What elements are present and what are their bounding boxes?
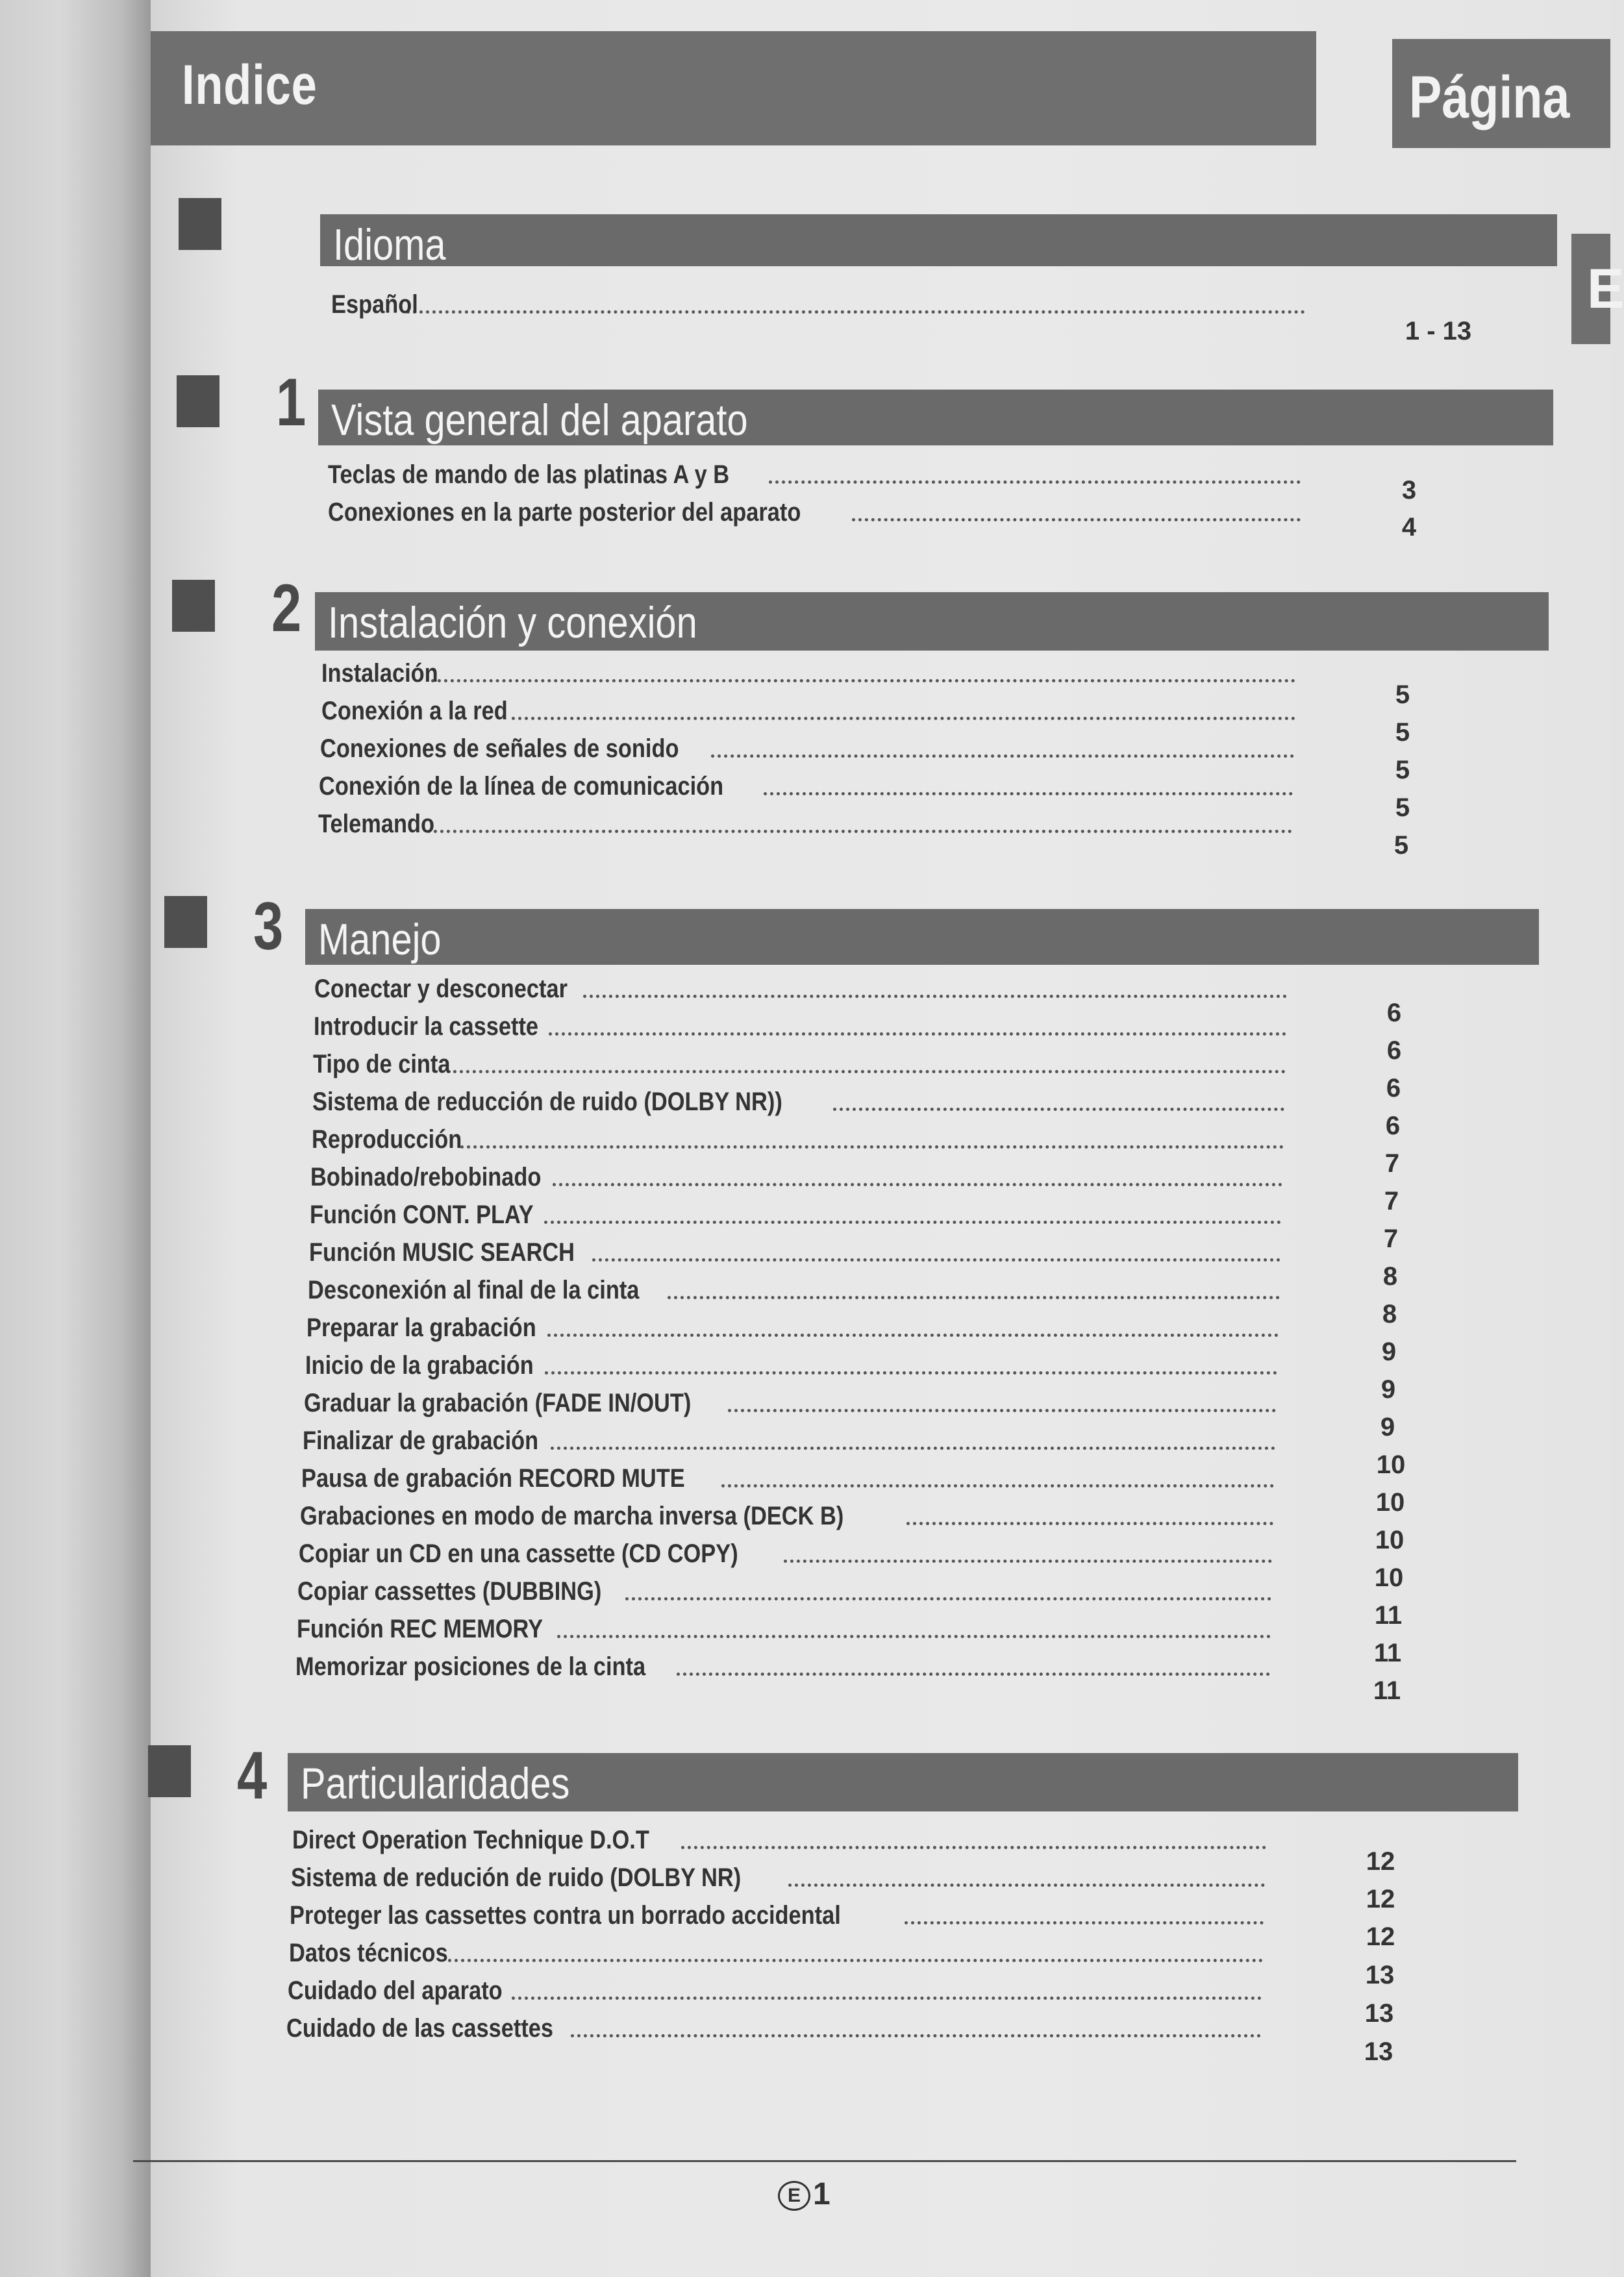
toc-entry-text: Telemando bbox=[318, 810, 435, 838]
toc-page-number: 6 bbox=[1386, 1036, 1402, 1065]
dot-leader bbox=[833, 1108, 1284, 1111]
toc-entry[interactable] bbox=[331, 286, 1305, 319]
dot-leader bbox=[852, 518, 1301, 521]
section-title: Manejo bbox=[318, 915, 442, 964]
toc-entry-text: Proteger las cassettes contra un borrado accidental bbox=[290, 1901, 841, 1930]
dot-leader bbox=[427, 830, 1292, 833]
toc-entry-text: Bobinado/rebobinado bbox=[310, 1163, 542, 1191]
binding-spine bbox=[0, 0, 151, 2277]
section-title: Idioma bbox=[333, 220, 446, 269]
toc-page-number: 7 bbox=[1384, 1187, 1399, 1215]
language-tab bbox=[1571, 234, 1624, 344]
toc-page-number: 10 bbox=[1374, 1563, 1404, 1592]
toc-entry-text: Reproducción bbox=[312, 1125, 462, 1154]
dot-leader bbox=[905, 1921, 1264, 1924]
section-number: 3 bbox=[253, 889, 284, 964]
footer-rule bbox=[133, 2160, 1516, 2162]
toc-page-number: 10 bbox=[1375, 1488, 1405, 1517]
dot-leader bbox=[681, 1846, 1266, 1849]
toc-entry[interactable] bbox=[297, 1573, 1271, 1606]
toc-page-number: 11 bbox=[1373, 1676, 1401, 1705]
toc-page-number: 12 bbox=[1366, 1922, 1395, 1951]
dot-leader bbox=[547, 1334, 1279, 1337]
toc-entry[interactable] bbox=[312, 1083, 1284, 1117]
toc-page-number: 6 bbox=[1386, 1074, 1401, 1102]
toc-entry-text: Función REC MEMORY bbox=[297, 1615, 543, 1643]
dot-leader bbox=[460, 1145, 1284, 1149]
toc-entry-text: Copiar un CD en una cassette (CD COPY) bbox=[299, 1539, 738, 1568]
section-title-bar bbox=[288, 1753, 1518, 1811]
toc-page-number: 13 bbox=[1364, 1999, 1394, 2028]
toc-entry[interactable] bbox=[297, 1610, 1271, 1644]
toc-page-number: 6 bbox=[1385, 1112, 1401, 1140]
toc-entry-text: Función CONT. PLAY bbox=[310, 1201, 534, 1229]
toc-page-number: 11 bbox=[1373, 1639, 1402, 1667]
section-marker-square bbox=[179, 198, 221, 250]
toc-entry-text: Conectar y desconectar bbox=[314, 975, 568, 1003]
toc-entry-text: Español bbox=[331, 290, 418, 319]
toc-entry[interactable] bbox=[310, 1196, 1281, 1230]
toc-entry-text: Cuidado del aparato bbox=[288, 1976, 503, 2005]
toc-entry[interactable] bbox=[290, 1897, 1264, 1930]
dot-leader bbox=[668, 1296, 1280, 1299]
toc-entry[interactable] bbox=[310, 1158, 1282, 1192]
section-number: 1 bbox=[276, 365, 306, 440]
toc-page-number: 11 bbox=[1374, 1601, 1403, 1630]
toc-page-number: 8 bbox=[1382, 1300, 1397, 1328]
toc-entry[interactable] bbox=[312, 1121, 1284, 1154]
section-number: 4 bbox=[237, 1738, 268, 1813]
page-column-label: Página bbox=[1409, 64, 1570, 131]
toc-page-number: 9 bbox=[1380, 1375, 1396, 1404]
toc-entry[interactable] bbox=[295, 1648, 1270, 1682]
toc-page-number: 7 bbox=[1384, 1149, 1400, 1178]
toc-page-number: 12 bbox=[1366, 1885, 1395, 1913]
page-column-header bbox=[1392, 39, 1610, 148]
toc-entry[interactable] bbox=[303, 1422, 1275, 1456]
dot-leader bbox=[544, 1221, 1281, 1224]
toc-entry[interactable] bbox=[300, 1497, 1273, 1531]
section-number: 2 bbox=[271, 571, 302, 646]
toc-entry-text: Memorizar posiciones de la cinta bbox=[295, 1652, 646, 1681]
dot-leader bbox=[512, 1997, 1262, 2000]
dot-leader bbox=[721, 1484, 1274, 1487]
toc-entry[interactable] bbox=[305, 1347, 1277, 1380]
dot-leader bbox=[431, 679, 1295, 682]
toc-entry[interactable] bbox=[321, 692, 1295, 726]
index-header-bar bbox=[151, 31, 1316, 145]
toc-entry[interactable] bbox=[314, 1008, 1286, 1041]
toc-entry-text: Instalación bbox=[321, 659, 438, 688]
toc-entry[interactable] bbox=[301, 1460, 1274, 1493]
toc-page-number: 10 bbox=[1376, 1450, 1406, 1479]
toc-entry-text: Datos técnicos bbox=[289, 1939, 448, 1967]
toc-entry[interactable] bbox=[314, 970, 1287, 1004]
toc-entry-text: Graduar la grabación (FADE IN/OUT) bbox=[304, 1389, 692, 1417]
section-title-bar bbox=[315, 592, 1549, 651]
toc-entry[interactable] bbox=[286, 2009, 1261, 2043]
dot-leader bbox=[677, 1673, 1270, 1676]
dot-leader bbox=[906, 1522, 1273, 1525]
dot-leader bbox=[512, 717, 1295, 720]
language-tab-letter: E bbox=[1587, 258, 1624, 320]
dot-leader bbox=[728, 1409, 1276, 1412]
toc-entry-text: Conexiones de señales de sonido bbox=[320, 734, 679, 763]
toc-page-number: 4 bbox=[1401, 513, 1417, 541]
toc-entry-text: Pausa de grabación RECORD MUTE bbox=[301, 1464, 685, 1493]
toc-page-number: 9 bbox=[1380, 1413, 1395, 1441]
toc-entry[interactable] bbox=[291, 1859, 1265, 1893]
toc-entry[interactable] bbox=[299, 1535, 1272, 1569]
toc-entry[interactable] bbox=[306, 1309, 1279, 1343]
dot-leader bbox=[571, 2034, 1261, 2037]
toc-page-number: 3 bbox=[1401, 476, 1417, 504]
section-title: Particularidades bbox=[301, 1759, 570, 1808]
section-marker-square bbox=[172, 580, 215, 632]
dot-leader bbox=[406, 310, 1305, 314]
toc-entry[interactable] bbox=[319, 767, 1293, 801]
toc-entry-text: Conexión de la línea de comunicación bbox=[319, 772, 724, 801]
dot-leader bbox=[583, 995, 1287, 998]
toc-page-number: 9 bbox=[1381, 1338, 1397, 1366]
toc-page-number: 10 bbox=[1375, 1526, 1405, 1554]
toc-entry[interactable] bbox=[304, 1384, 1276, 1418]
dot-leader bbox=[769, 480, 1301, 484]
toc-entry-text: Desconexión al final de la cinta bbox=[308, 1276, 640, 1304]
toc-entry[interactable] bbox=[328, 456, 1301, 490]
toc-entry[interactable] bbox=[318, 805, 1292, 839]
index-title: Indice bbox=[182, 54, 318, 116]
toc-entry-text: Tipo de cinta bbox=[313, 1050, 451, 1078]
toc-page-number: 5 bbox=[1395, 718, 1410, 747]
section-marker-square bbox=[164, 896, 207, 948]
dot-leader bbox=[711, 754, 1294, 758]
toc-entry-text: Función MUSIC SEARCH bbox=[309, 1238, 575, 1267]
footer-page-number: 1 bbox=[813, 2177, 831, 2211]
section-marker-square bbox=[148, 1745, 191, 1797]
toc-entry-text: Finalizar de grabación bbox=[303, 1426, 539, 1455]
toc-entry-text: Sistema de reducción de ruido (DOLBY NR)) bbox=[312, 1088, 782, 1116]
section-title: Instalación y conexión bbox=[328, 598, 697, 647]
dot-leader bbox=[592, 1258, 1280, 1262]
toc-page-number: 12 bbox=[1366, 1847, 1395, 1876]
toc-entry-text: Copiar cassettes (DUBBING) bbox=[297, 1577, 602, 1606]
section-title: Vista general del aparato bbox=[331, 395, 748, 445]
section-title-bar bbox=[320, 214, 1557, 269]
toc-entry[interactable] bbox=[289, 1934, 1263, 1968]
toc-page-number: 6 bbox=[1386, 999, 1402, 1027]
toc-entry-text: Preparar la grabación bbox=[306, 1313, 536, 1342]
toc-page-number: 7 bbox=[1383, 1225, 1399, 1253]
toc-page-number: 13 bbox=[1365, 1961, 1395, 1989]
toc-entry[interactable] bbox=[308, 1271, 1280, 1305]
toc-page-number: 5 bbox=[1395, 756, 1410, 784]
toc-entry[interactable] bbox=[313, 1045, 1286, 1079]
dot-leader bbox=[447, 1070, 1286, 1073]
toc-entry[interactable] bbox=[321, 654, 1295, 688]
dot-leader bbox=[448, 1959, 1263, 1962]
toc-entry[interactable] bbox=[288, 1972, 1262, 2006]
dot-leader bbox=[625, 1597, 1271, 1600]
toc-page-number: 5 bbox=[1393, 831, 1409, 860]
circled-letter: E bbox=[778, 2181, 810, 2211]
dot-leader bbox=[549, 1032, 1286, 1036]
toc-entry-text: Direct Operation Technique D.O.T bbox=[292, 1826, 649, 1854]
dot-leader bbox=[764, 792, 1293, 795]
toc-entry[interactable] bbox=[320, 730, 1294, 764]
toc-entry-text: Cuidado de las cassettes bbox=[286, 2014, 554, 2043]
toc-page-number: 1 - 13 bbox=[1405, 317, 1472, 345]
toc-entry[interactable] bbox=[292, 1821, 1266, 1855]
toc-page-number: 5 bbox=[1395, 680, 1410, 709]
footer-page-marker bbox=[778, 2176, 831, 2212]
toc-entry-text: Inicio de la grabación bbox=[305, 1351, 534, 1380]
toc-entry[interactable] bbox=[309, 1234, 1280, 1267]
toc-entry[interactable] bbox=[328, 493, 1301, 527]
toc-entry-text: Conexiones en la parte posterior del aparato bbox=[328, 498, 801, 527]
dot-leader bbox=[551, 1447, 1275, 1450]
toc-entry-text: Teclas de mando de las platinas A y B bbox=[328, 460, 730, 489]
dot-leader bbox=[545, 1371, 1277, 1375]
toc-page-number: 5 bbox=[1395, 793, 1410, 822]
toc-page-number: 8 bbox=[1382, 1262, 1398, 1291]
toc-entry-text: Grabaciones en modo de marcha inversa (DECK B) bbox=[300, 1502, 844, 1530]
dot-leader bbox=[788, 1884, 1265, 1887]
dot-leader bbox=[784, 1560, 1272, 1563]
toc-entry-text: Introducir la cassette bbox=[314, 1012, 539, 1041]
dot-leader bbox=[557, 1635, 1271, 1638]
dot-leader bbox=[553, 1183, 1282, 1186]
toc-entry-text: Sistema de redución de ruido (DOLBY NR) bbox=[291, 1863, 742, 1892]
section-title-bar bbox=[305, 909, 1539, 965]
section-marker-square bbox=[177, 375, 219, 427]
section-title-bar bbox=[318, 390, 1553, 445]
toc-page-number: 13 bbox=[1364, 2037, 1393, 2066]
toc-entry-text: Conexión a la red bbox=[321, 697, 508, 725]
